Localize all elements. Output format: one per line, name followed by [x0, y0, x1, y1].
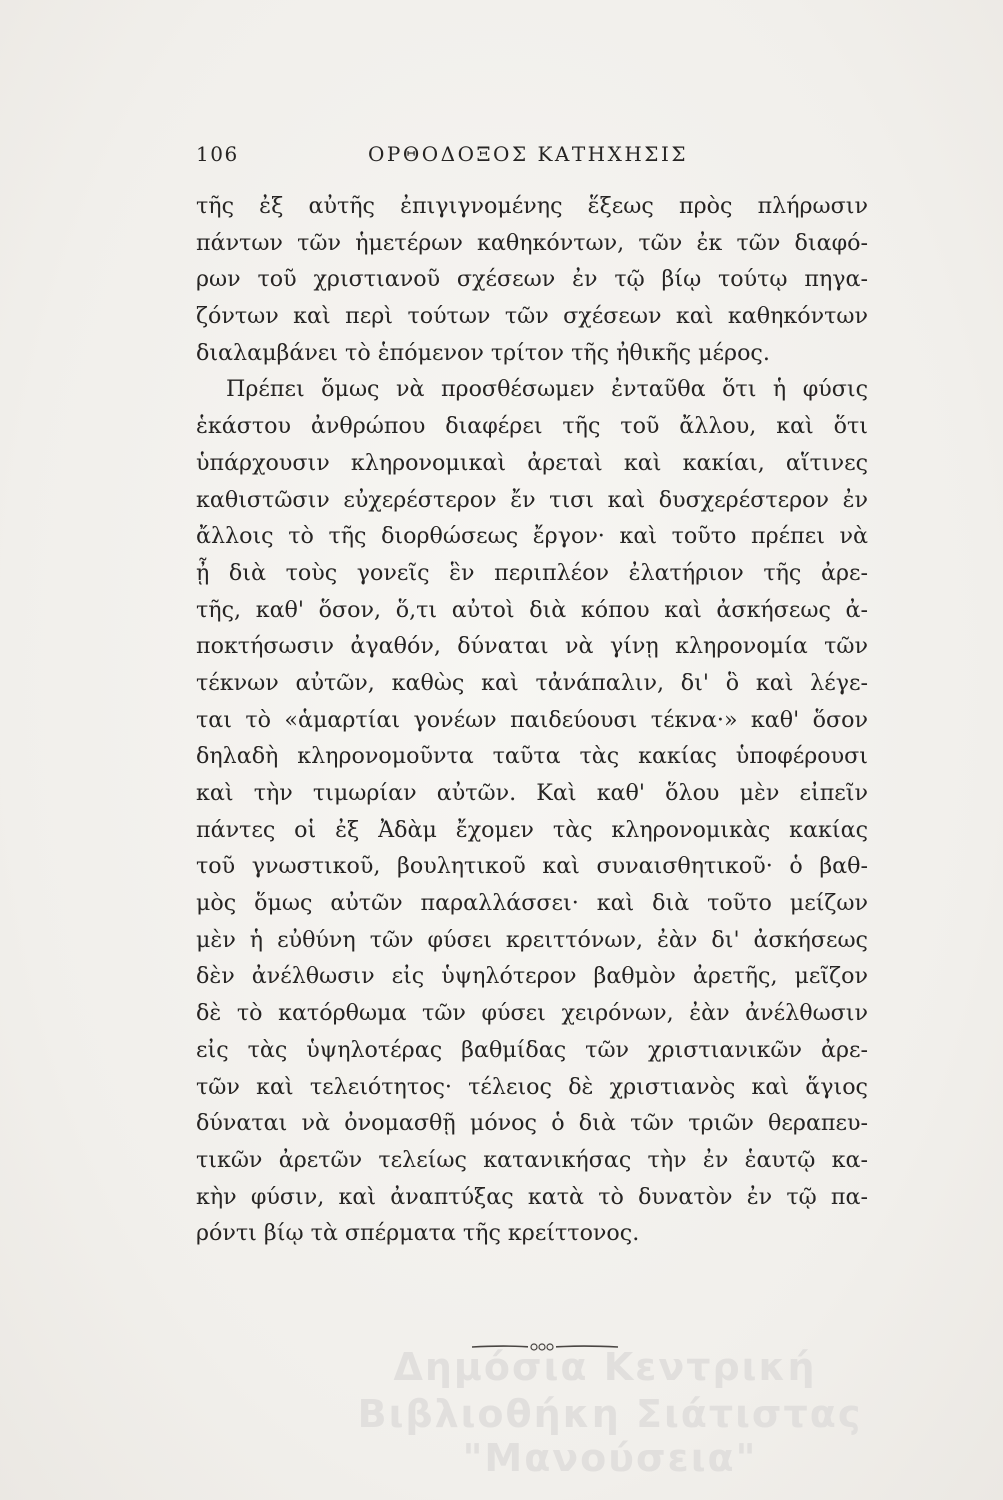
text-line: καὶ τὴν τιμωρίαν αὐτῶν. Καὶ καθ' ὅλου μὲν εἰπεῖν	[196, 780, 868, 806]
text-line: διαλαμβάνει τὸ ἑπόμενον τρίτον τῆς ἠθικῆς μέρος.	[196, 339, 770, 366]
text-line: δηλαδὴ κληρονομοῦντα ταῦτα τὰς κακίας ὑποφέρουσι	[196, 743, 868, 770]
text-line: μὸς ὅμως αὐτῶν παραλλάσσει· καὶ διὰ τοῦτο μείζων	[196, 890, 868, 917]
text-line: ται τὸ «ἁμαρτίαι γονέων παιδεύουσι τέκνα·» καθ' ὅσον	[196, 706, 868, 733]
text-line: πάντες οἱ ἐξ Ἀδὰμ ἔχομεν τὰς κληρονομικὰς κακίας	[196, 816, 868, 843]
text-line: κὴν φύσιν, καὶ ἀναπτύξας κατὰ τὸ δυνατὸν ἐν τῷ πα-	[196, 1183, 868, 1210]
text-line: ρων τοῦ χριστιανοῦ σχέσεων ἐν τῷ βίῳ τούτῳ πηγα-	[196, 266, 868, 293]
text-line: ποκτήσωσιν ἀγαθόν, δύναται νὰ γίνῃ κληρονομία τῶν	[196, 633, 868, 660]
running-title: ΟΡΘΟΔΟΞΟΣ ΚΑΤΗΧΗΣΙΣ	[368, 142, 688, 166]
text-line: μὲν ἡ εὐθύνη τῶν φύσει κρειττόνων, ἐὰν δι' ἀσκήσεως	[196, 926, 868, 953]
text-line: ᾖ διὰ τοὺς γονεῖς ἓν περιπλέον ἐλατήριον τῆς ἀρε-	[196, 559, 868, 586]
text-line: ἄλλοις τὸ τῆς διορθώσεως ἔργον· καὶ τοῦτο πρέπει νὰ	[196, 523, 868, 550]
text-line: τοῦ γνωστικοῦ, βουλητικοῦ καὶ συναισθητικοῦ· ὁ βαθ-	[196, 853, 868, 880]
text-line: εἰς τὰς ὑψηλοτέρας βαθμίδας τῶν χριστιανικῶν ἀρε-	[196, 1036, 868, 1063]
text-line: δὲν ἀνέλθωσιν εἰς ὑψηλότερον βαθμὸν ἀρετῆς, μεῖζον	[196, 963, 868, 990]
text-line: πάντων τῶν ἡμετέρων καθηκόντων, τῶν ἐκ τῶν διαφό-	[196, 229, 868, 256]
library-watermark-line-1: Δημόσια Κεντρική	[393, 1345, 817, 1389]
text-line: ὑπάρχουσιν κληρονομικαὶ ἀρεταὶ καὶ κακίαι, αἵτινες	[196, 449, 868, 476]
text-line: ἑκάστου ἀνθρώπου διαφέρει τῆς τοῦ ἄλλου, καὶ ὅτι	[196, 413, 868, 440]
text-line: τῆς, καθ' ὅσον, ὅ,τι αὐτοὶ διὰ κόπου καὶ ἀσκήσεως ἀ-	[196, 596, 868, 623]
text-line: καθιστῶσιν εὐχερέστερον ἔν τισι καὶ δυσχερέστερον ἐν	[196, 486, 868, 513]
text-line: τῶν καὶ τελειότητος· τέλειος δὲ χριστιανὸς καὶ ἅγιος	[196, 1073, 868, 1100]
text-line: τέκνων αὐτῶν, καθὼς καὶ τἀνάπαλιν, δι' ὃ καὶ λέγε-	[196, 669, 868, 696]
text-line: ρόντι βίῳ τὰ σπέρματα τῆς κρείττονος.	[196, 1220, 640, 1247]
body-text	[196, 188, 868, 1252]
text-line: ζόντων καὶ περὶ τούτων τῶν σχέσεων καὶ καθηκόντων	[196, 303, 868, 330]
text-line: δὲ τὸ κατόρθωμα τῶν φύσει χειρόνων, ἐὰν ἀνέλθωσιν	[196, 1000, 868, 1027]
text-line: τῆς ἐξ αὐτῆς ἐπιγιγνομένης ἕξεως πρὸς πλήρωσιν	[196, 193, 868, 219]
text-line: δύναται νὰ ὀνομασθῇ μόνος ὁ διὰ τῶν τριῶν θεραπευ-	[196, 1110, 868, 1137]
library-watermark-line-2: Βιβλιοθήκη Σιάτιστας "Μανούσεια"	[357, 1392, 863, 1480]
page-number: 106	[196, 142, 239, 166]
page-header	[196, 142, 866, 172]
text-line: τικῶν ἀρετῶν τελείως κατανικήσας τὴν ἐν ἑαυτῷ κα-	[196, 1146, 868, 1173]
text-line: Πρέπει ὅμως νὰ προσθέσωμεν ἐνταῦθα ὅτι ἡ φύσις	[226, 376, 868, 403]
